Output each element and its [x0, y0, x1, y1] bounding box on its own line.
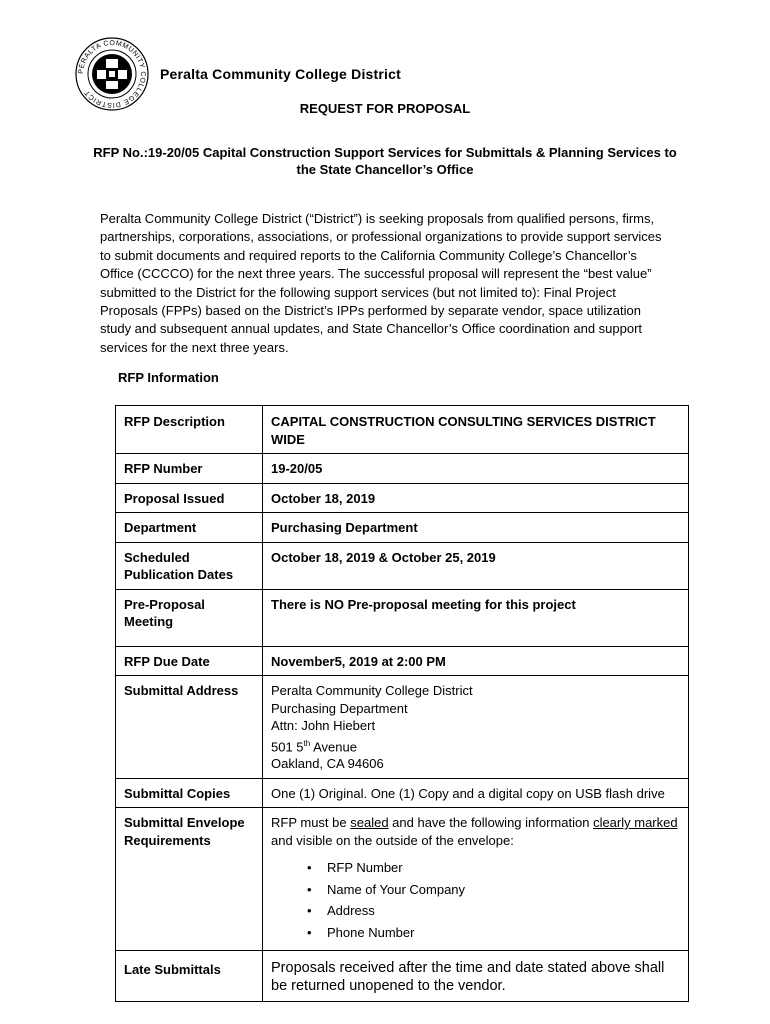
street-name: Avenue [310, 738, 357, 754]
publication-dates-label: Scheduled Publication Dates [116, 542, 263, 589]
instruction-emphasis: clearly marked [593, 815, 678, 831]
rfp-title [60, 144, 710, 178]
submittal-copies-value: One (1) Original. One (1) Copy and a digital copy on USB flash drive [263, 778, 689, 808]
table-row [116, 406, 689, 454]
table-row [116, 646, 689, 676]
rfp-information-heading: RFP Information [118, 370, 219, 385]
instruction-text: and visible on the outside of the envelope: [271, 832, 514, 848]
submittal-address-value [263, 676, 689, 779]
table-row [116, 676, 689, 779]
svg-text:PERALTA COMMUNITY COLLEGE DIST: PERALTA COMMUNITY COLLEGE DISTRICT [77, 39, 147, 109]
table-row [116, 454, 689, 484]
street-number: 501 5 [271, 738, 304, 754]
proposal-issued-label: Proposal Issued [116, 483, 263, 513]
submittal-copies-label: Submittal Copies [116, 778, 263, 808]
table-row [116, 951, 689, 1002]
list-item: • Phone Number [307, 922, 680, 944]
address-line: Attn: John Hiebert [271, 718, 376, 733]
submittal-address-label: Submittal Address [116, 676, 263, 779]
due-date-label: RFP Due Date [116, 646, 263, 676]
address-line: Oakland, CA 94606 [271, 756, 384, 772]
proposal-issued-value: October 18, 2019 [263, 483, 689, 513]
envelope-requirements-list [271, 857, 680, 943]
ordinal-suffix: th [303, 738, 311, 748]
address-line: Peralta Community College District [271, 683, 473, 698]
table-row [116, 589, 689, 646]
rfp-title-line-2: the State Chancellor’s Office [296, 162, 474, 177]
department-value: Purchasing Department [263, 513, 689, 543]
address-line: Purchasing Department [271, 700, 408, 716]
due-date-value: November5, 2019 at 2:00 PM [263, 646, 689, 676]
address-line [271, 735, 680, 756]
envelope-requirements-value [263, 808, 689, 951]
envelope-instructions [271, 814, 680, 849]
organization-name: Peralta Community College District [160, 66, 401, 82]
list-item: • RFP Number [307, 857, 680, 879]
pre-proposal-meeting-value: There is NO Pre-proposal meeting for this project [263, 589, 689, 646]
table-row [116, 483, 689, 513]
pre-proposal-meeting-label: Pre-Proposal Meeting [116, 589, 263, 646]
department-label: Department [116, 513, 263, 543]
publication-dates-value: October 18, 2019 & October 25, 2019 [263, 542, 689, 589]
description-value: CAPITAL CONSTRUCTION CONSULTING SERVICES DISTRICT WIDE [263, 406, 689, 454]
rfp-title-line-1: RFP No.:19-20/05 Capital Construction Support Services for Submittals & Planning Services to [93, 145, 677, 160]
intro-paragraph: Peralta Community College District (“District”) is seeking proposals from qualified persons, firms, partnerships, corporations, associations, or professional organizations to provide support services to submit documents and required reports to the California Community College’s Chancellor’s Office (CCCCO) for the next three years. The successful proposal will represent the “best value” submitted to the District for the following support services (but not limited to): Final Project Proposals (FPPs) based on the District’s IPPs performed by separate vendor, space utilization study and subsequent annual updates, and State Chancellor’s Office coordination and support services for the next three years. [100, 211, 662, 355]
rfp-number-label: RFP Number [116, 454, 263, 484]
list-item: • Address [307, 900, 680, 922]
list-item: • Name of Your Company [307, 879, 680, 901]
instruction-emphasis: sealed [350, 815, 389, 831]
table-row [116, 778, 689, 808]
instruction-text: RFP must be [271, 815, 351, 831]
document-type-heading: REQUEST FOR PROPOSAL [299, 101, 471, 116]
rfp-information-table [115, 405, 689, 1002]
table-row [116, 542, 689, 589]
instruction-text: and have the following information [388, 815, 594, 831]
late-submittals-label: Late Submittals [116, 951, 263, 1002]
late-submittals-value: Proposals received after the time and date stated above shall be returned unopened to the vendor. [263, 951, 689, 1002]
table-row [116, 808, 689, 951]
rfp-number-value: 19-20/05 [263, 454, 689, 484]
table-row [116, 513, 689, 543]
description-label: RFP Description [116, 406, 263, 454]
envelope-requirements-label: Submittal Envelope Requirements [116, 808, 263, 951]
